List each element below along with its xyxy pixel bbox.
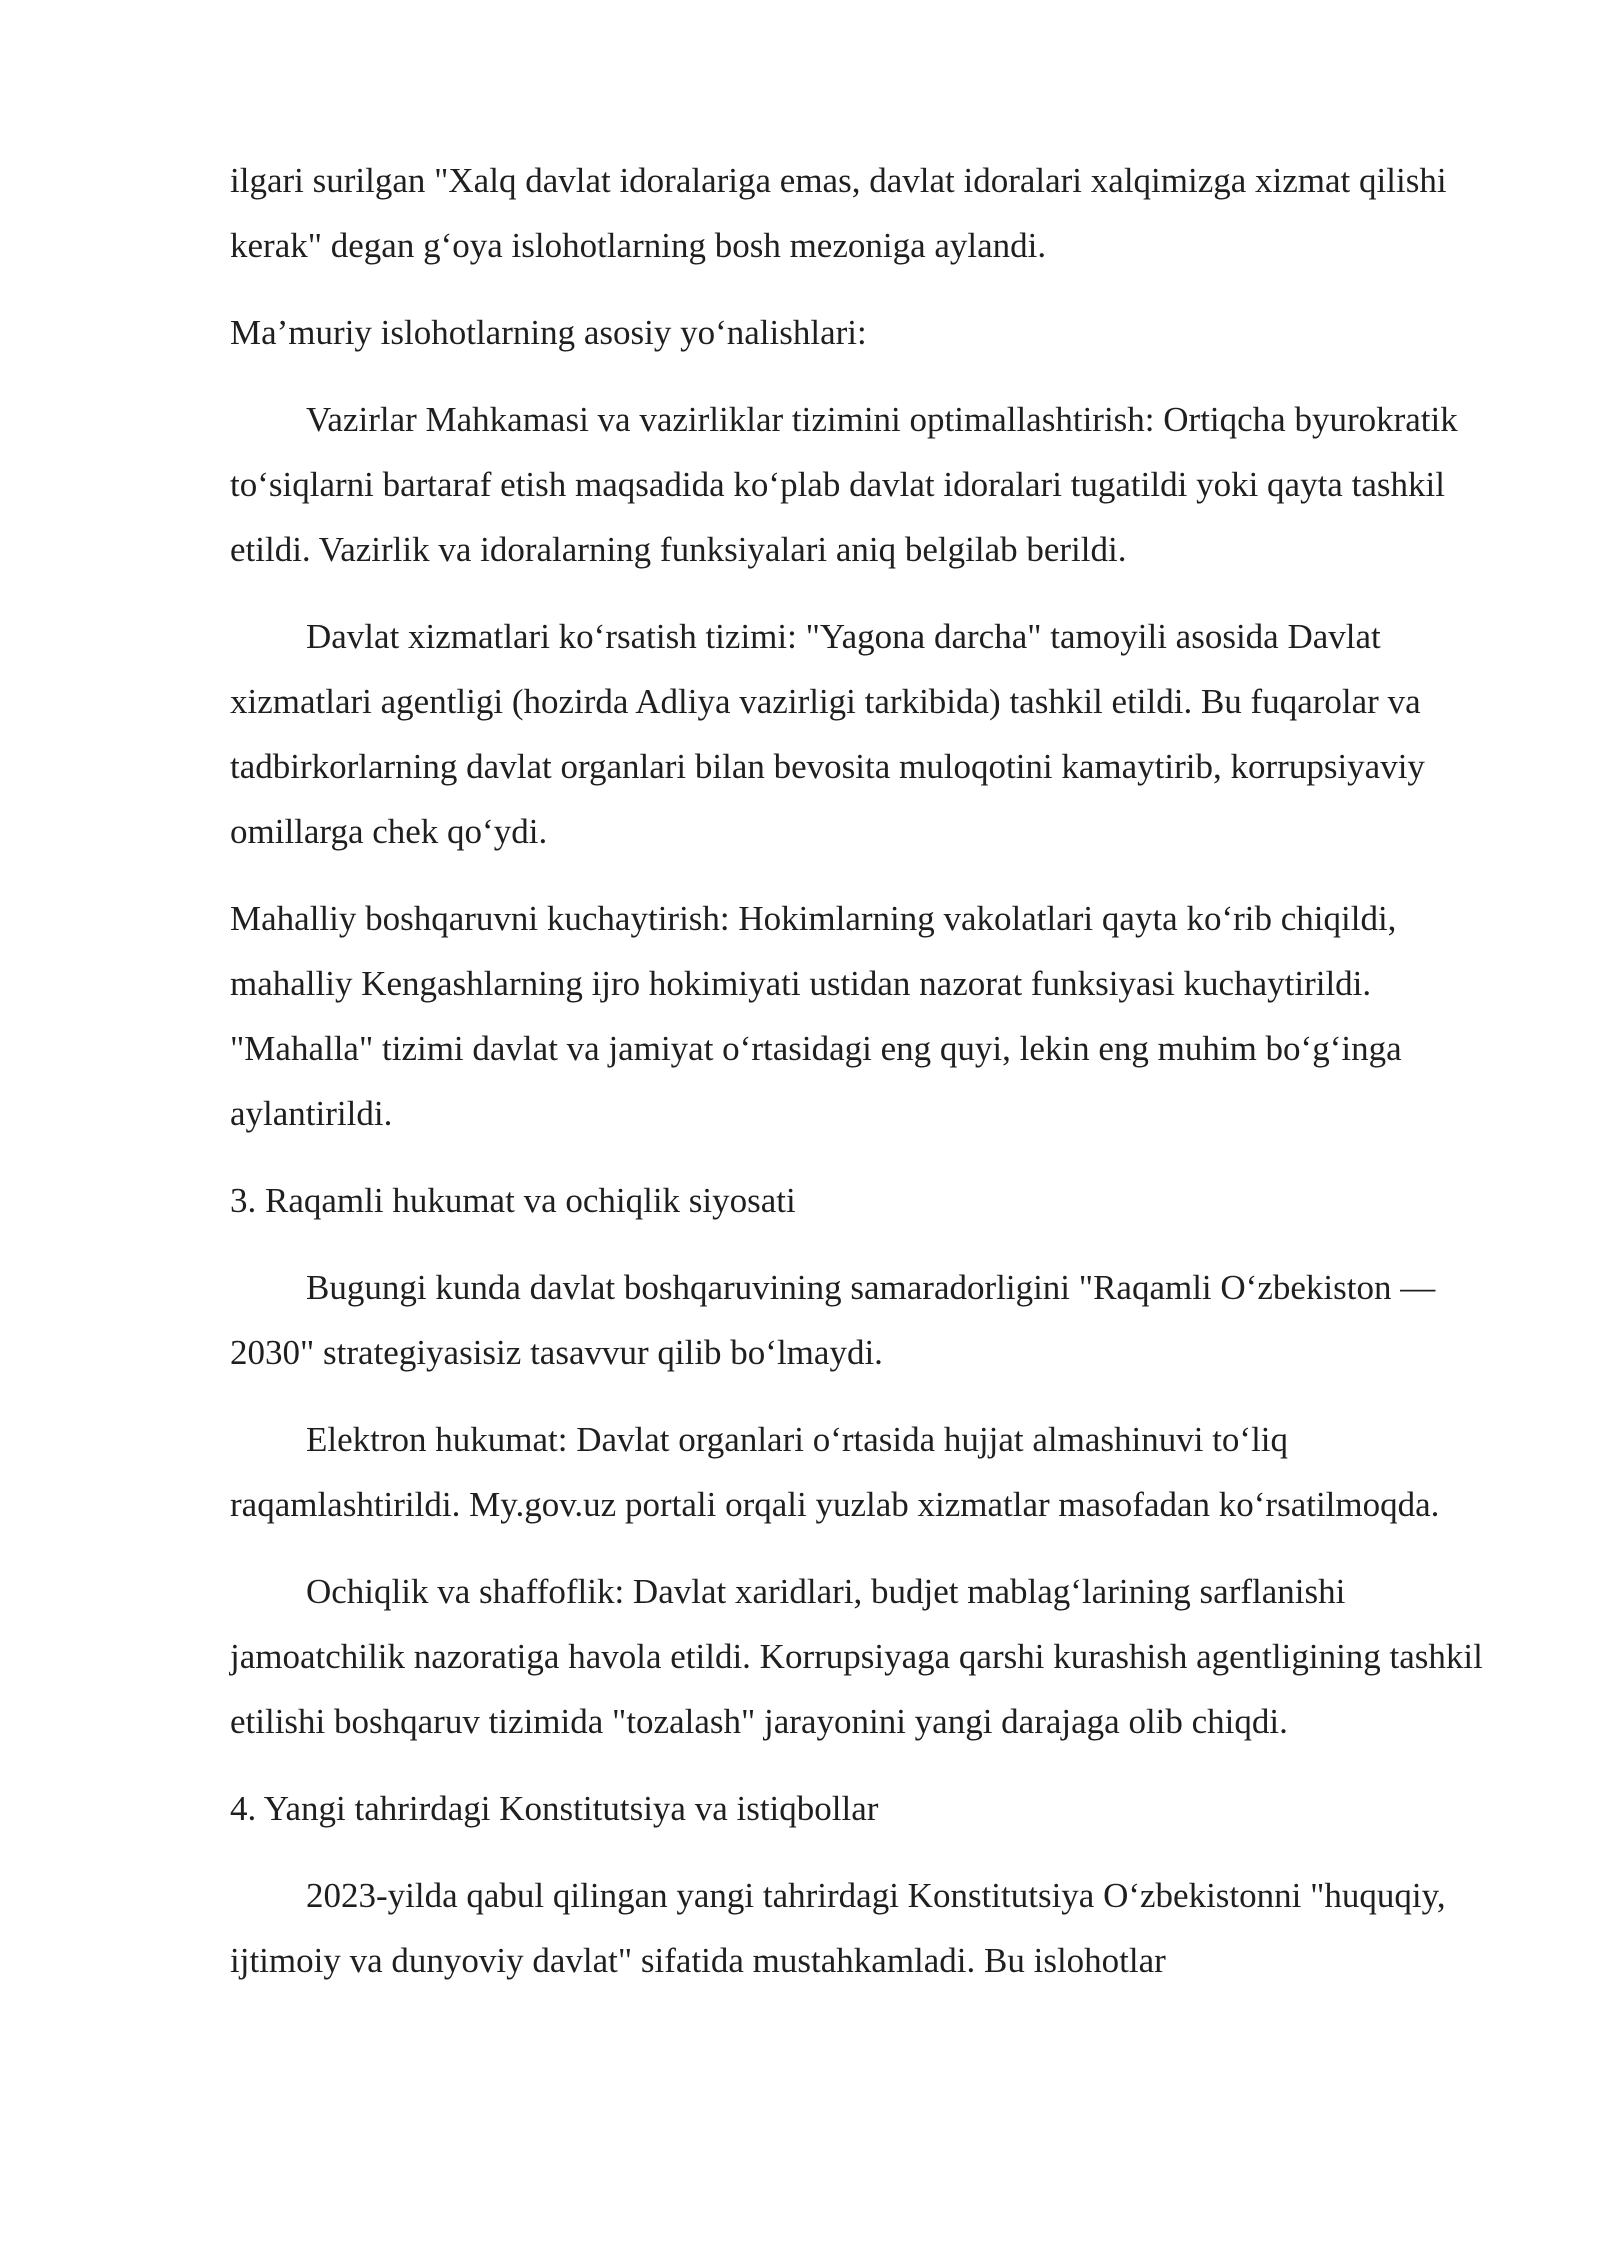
- paragraph-8: Elektron hukumat: Davlat organlari o‘rtasida hujjat almashinuvi to‘liq raqamlashtirildi. My.gov.uz portali orqali yuzlab xizmatlar masofadan ko‘rsatilmoqda.: [230, 1420, 1440, 1524]
- paragraph-1: ilgari surilgan "Xalq davlat idoralariga emas, davlat idoralari xalqimizga xizmat qilishi kerak" degan g‘oya islohotlarning bosh mezoniga aylandi.: [230, 161, 1447, 265]
- document-body: [230, 148, 1500, 2015]
- paragraph-7: Bugungi kunda davlat boshqaruvining samaradorligini "Raqamli O‘zbekiston — 2030" strategiyasisiz tasavvur qilib bo‘lmaydi.: [230, 1268, 1436, 1372]
- section-heading-4: 4. Yangi tahrirdagi Konstitutsiya va istiqbollar: [230, 1789, 879, 1828]
- paragraph-9: Ochiqlik va shaffoflik: Davlat xaridlari, budjet mablag‘larining sarflanishi jamoatchilik nazoratiga havola etildi. Korrupsiyaga qarshi kurashish agentligining tashkil etilishi boshqaruv tizimida "tozalash" jarayonini yangi darajaga olib chiqdi.: [230, 1572, 1483, 1741]
- paragraph-3: Vazirlar Mahkamasi va vazirliklar tizimini optimallashtirish: Ortiqcha byurokratik to‘siqlarni bartaraf etish maqsadida ko‘plab davlat idoralari tugatildi yoki qayta tashkil etildi. Vazirlik va idoralarning funksiyalari aniq belgilab berildi.: [230, 400, 1458, 569]
- paragraph-2: Ma’muriy islohotlarning asosiy yo‘nalishlari:: [230, 313, 867, 352]
- paragraph-11: 2023-yilda qabul qilingan yangi tahrirdagi Konstitutsiya O‘zbekistonni "huquqiy, ijtimoiy va dunyoviy davlat" sifatida mustahkamladi. Bu islohotlar: [230, 1876, 1446, 1980]
- paragraph-4: Davlat xizmatlari ko‘rsatish tizimi: "Yagona darcha" tamoyili asosida Davlat xizmatlari agentligi (hozirda Adliya vazirligi tarkibida) tashkil etildi. Bu fuqarolar va tadbirkorlarning davlat organlari bilan bevosita muloqotini kamaytirib, korrupsiyaviy omillarga chek qo‘ydi.: [230, 617, 1425, 851]
- section-heading-3: 3. Raqamli hukumat va ochiqlik siyosati: [230, 1181, 796, 1220]
- paragraph-5: Mahalliy boshqaruvni kuchaytirish: Hokimlarning vakolatlari qayta ko‘rib chiqildi, mahalliy Kengashlarning ijro hokimiyati ustidan nazorat funksiyasi kuchaytirildi. "Mahalla" tizimi davlat va jamiyat o‘rtasidagi eng quyi, lekin eng muhim bo‘g‘inga aylantirildi.: [230, 899, 1402, 1133]
